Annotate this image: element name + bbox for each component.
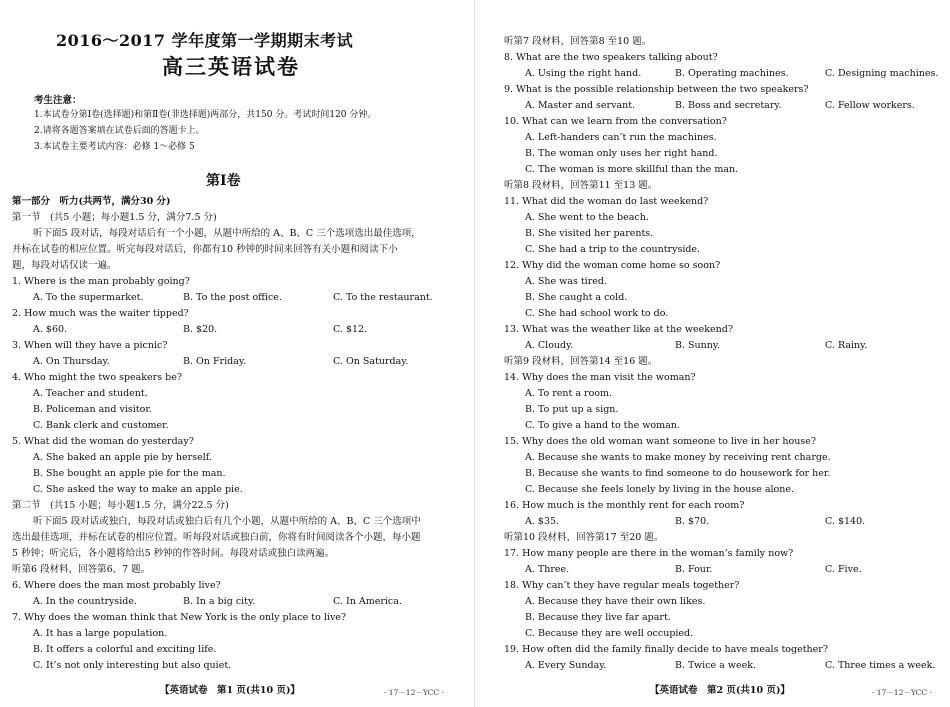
question-12-option-c: C. She had school work to do. (525, 308, 669, 319)
question-18: 18. Why can’t they have regular meals together? (504, 580, 740, 591)
question-2-option-a: A. $60. (33, 324, 68, 335)
section2-instruction: 5 秒钟；听完后，各小题将给出5 秒钟的作答时间。每段对话或独白读两遍。 (12, 548, 335, 559)
exam-page-1 (0, 0, 470, 707)
question-4-option-b: B. Policeman and visitor. (33, 404, 152, 415)
question-6-option-c: C. In America. (333, 596, 402, 607)
section2-heading: 第二节 (共15 小题；每小题1.5 分，满分22.5 分) (12, 500, 229, 511)
question-13-option-c: C. Rainy. (825, 340, 868, 351)
part1-heading: 第一部分 听力(共两节，满分30 分) (12, 196, 171, 207)
question-12: 12. Why did the woman come home so soon? (504, 260, 721, 271)
question-17-option-b: B. Four. (675, 564, 713, 575)
question-10-option-b: B. The woman only uses her right hand. (525, 148, 718, 159)
question-16: 16. How much is the monthly rent for each room? (504, 500, 745, 511)
question-7-option-c: C. It’s not only interesting but also quiet. (33, 660, 232, 671)
question-9-option-c: C. Fellow workers. (825, 100, 915, 111)
material-6-heading: 听第6 段材料，回答第6、7 题。 (12, 564, 151, 575)
question-12-option-b: B. She caught a cold. (525, 292, 628, 303)
question-14-option-b: B. To put up a sign. (525, 404, 619, 415)
question-1-option-c: C. To the restaurant. (333, 292, 433, 303)
question-12-option-a: A. She was tired. (525, 276, 607, 287)
paper-code: · 17－12－YCC · (872, 688, 932, 697)
question-14: 14. Why does the man visit the woman? (504, 372, 696, 383)
material-10-heading: 听第10 段材料，回答第17 至20 题。 (504, 532, 664, 543)
notice-item-2: 2.请将各题答案填在试卷后面的答题卡上。 (34, 126, 205, 136)
question-18-option-b: B. Because they live far apart. (525, 612, 671, 623)
question-7: 7. Why does the woman think that New York is the only place to live? (12, 612, 347, 623)
question-14-option-a: A. To rent a room. (525, 388, 613, 399)
page-footer: 【英语试卷 第1 页(共10 页)】 (160, 685, 300, 696)
question-5-option-c: C. She asked the way to make an apple pie. (33, 484, 243, 495)
question-5: 5. What did the woman do yesterday? (12, 436, 194, 447)
question-10-option-a: A. Left-handers can’t run the machines. (525, 132, 717, 143)
question-16-option-c: C. $140. (825, 516, 866, 527)
question-7-option-b: B. It offers a colorful and exciting life. (33, 644, 217, 655)
question-10: 10. What can we learn from the conversation? (504, 116, 727, 127)
question-15-option-c: C. Because she feels lonely by living in the house alone. (525, 484, 795, 495)
question-5-option-b: B. She bought an apple pie for the man. (33, 468, 226, 479)
question-9-option-b: B. Boss and secretary. (675, 100, 782, 111)
page-divider (474, 0, 475, 707)
question-19-option-b: B. Twice a week. (675, 660, 756, 671)
paper-code: · 17－12－YCC · (384, 688, 444, 697)
section2-instruction: 听下面5 段对话或独白，每段对话或独白后有几个小题，从题中所给的 A、B、C 三个选项中 (33, 516, 421, 527)
exam-page-2 (480, 0, 950, 707)
question-14-option-c: C. To give a hand to the woman. (525, 420, 680, 431)
question-3-option-a: A. On Thursday. (33, 356, 110, 367)
question-11: 11. What did the woman do last weekend? (504, 196, 709, 207)
question-16-option-b: B. $70. (675, 516, 710, 527)
question-11-option-a: A. She went to the beach. (525, 212, 649, 223)
question-4: 4. Who might the two speakers be? (12, 372, 182, 383)
question-9-option-a: A. Master and servant. (525, 100, 636, 111)
question-8-option-c: C. Designing machines. (825, 68, 939, 79)
question-8-option-b: B. Operating machines. (675, 68, 789, 79)
question-2: 2. How much was the waiter tipped? (12, 308, 189, 319)
question-3-option-c: C. On Saturday. (333, 356, 409, 367)
material-7-heading: 听第7 段材料，回答第8 至10 题。 (504, 36, 652, 47)
volume-title: 第Ⅰ卷 (206, 173, 241, 189)
notice-item-1: 1.本试卷分第Ⅰ卷(选择题)和第Ⅱ卷(非选择题)两部分，共150 分。考试时间120 分钟。 (34, 110, 377, 120)
question-9: 9. What is the possible relationship between the two speakers? (504, 84, 809, 95)
question-5-option-a: A. She baked an apple pie by herself. (33, 452, 212, 463)
question-17-option-c: C. Five. (825, 564, 862, 575)
question-19-option-c: C. Three times a week. (825, 660, 936, 671)
question-4-option-a: A. Teacher and student. (33, 388, 148, 399)
section2-instruction: 选出最佳选项，并标在试卷的相应位置。听每段对话或独白前，你将有时间阅读各个小题，每小题 (12, 532, 421, 543)
question-2-option-c: C. $12. (333, 324, 368, 335)
section1-heading: 第一节 (共5 小题；每小题1.5 分，满分7.5 分) (12, 212, 217, 223)
question-11-option-c: C. She had a trip to the countryside. (525, 244, 701, 255)
question-6-option-a: A. In the countryside. (33, 596, 138, 607)
section1-instruction: 并标在试卷的相应位置。听完每段对话后，你都有10 秒钟的时间来回答有关小题和阅读下小 (12, 244, 398, 255)
material-8-heading: 听第8 段材料，回答第11 至13 题。 (504, 180, 658, 191)
question-15-option-b: B. Because she wants to find someone to do housework for her. (525, 468, 831, 479)
question-18-option-c: C. Because they are well occupied. (525, 628, 694, 639)
question-16-option-a: A. $35. (525, 516, 560, 527)
question-17-option-a: A. Three. (525, 564, 570, 575)
question-3-option-b: B. On Friday. (183, 356, 246, 367)
question-19-option-a: A. Every Sunday. (525, 660, 607, 671)
question-19: 19. How often did the family finally decide to have meals together? (504, 644, 828, 655)
question-15-option-a: A. Because she wants to make money by receiving rent charge. (525, 452, 831, 463)
section1-instruction: 题，每段对话仅读一遍。 (12, 260, 117, 271)
exam-subtitle: 高三英语试卷 (162, 54, 300, 79)
question-17: 17. How many people are there in the woman’s family now? (504, 548, 794, 559)
notice-item-3: 3.本试卷主要考试内容：必修 1～必修 5 (34, 142, 195, 152)
question-1: 1. Where is the man probably going? (12, 276, 190, 287)
question-13-option-b: B. Sunny. (675, 340, 721, 351)
exam-title: 2016～2017 学年度第一学期期末考试 (56, 31, 354, 50)
question-7-option-a: A. It has a large population. (33, 628, 168, 639)
notice-heading: 考生注意： (34, 95, 82, 106)
page-footer: 【英语试卷 第2 页(共10 页)】 (650, 685, 790, 696)
question-10-option-c: C. The woman is more skillful than the man. (525, 164, 739, 175)
question-8: 8. What are the two speakers talking about? (504, 52, 718, 63)
question-13-option-a: A. Cloudy. (525, 340, 574, 351)
question-3: 3. When will they have a picnic? (12, 340, 168, 351)
question-15: 15. Why does the old woman want someone to live in her house? (504, 436, 816, 447)
material-9-heading: 听第9 段材料，回答第14 至16 题。 (504, 356, 658, 367)
question-11-option-b: B. She visited her parents. (525, 228, 654, 239)
section1-instruction: 听下面5 段对话，每段对话后有一个小题，从题中所给的 A、B、C 三个选项选出最佳选项， (33, 228, 421, 239)
question-18-option-a: A. Because they have their own likes. (525, 596, 706, 607)
question-2-option-b: B. $20. (183, 324, 218, 335)
question-6: 6. Where does the man most probably live? (12, 580, 221, 591)
question-1-option-a: A. To the supermarket. (33, 292, 144, 303)
question-8-option-a: A. Using the right hand. (525, 68, 642, 79)
question-13: 13. What was the weather like at the weekend? (504, 324, 733, 335)
question-6-option-b: B. In a big city. (183, 596, 256, 607)
question-4-option-c: C. Bank clerk and customer. (33, 420, 169, 431)
question-1-option-b: B. To the post office. (183, 292, 282, 303)
